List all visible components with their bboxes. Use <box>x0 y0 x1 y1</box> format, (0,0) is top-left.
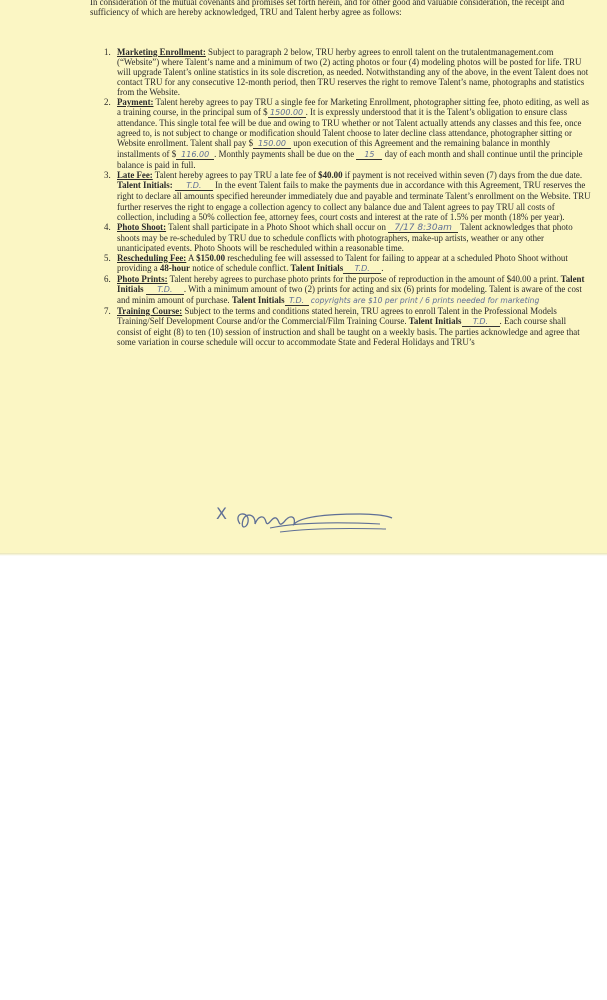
clause-heading: Training Course: <box>117 305 183 316</box>
clause-text: In the event Talent fails to make the payments due in accordance with this Agreement, TRU reserves the right to declare all amounts specified hereunder immediately due and payable and terminate Talent’s enrollment on the Website. TRU further reserves the right to engage a collection agency to collect any balance due and Talent agrees to pay TRU all costs of collection, including a 50% collection fee, attorney fees, court costs and interest at the rate of 1.5% per month (18% per year). <box>117 180 591 222</box>
clause-text: . With a minimum amount of two (2) prints for acting and six (6) prints for modeling. Talent is aware of the cost and minim amount of purchase. <box>117 283 582 305</box>
down-payment-field: 150.00 <box>253 140 291 149</box>
clause-heading: Rescheduling Fee: <box>117 252 187 263</box>
clause-text: Talent hereby agrees to pay TRU a late fee of <box>152 170 319 181</box>
clause-text: Talent acknowledges that photo shoots may be re-scheduled by TRU due to schedule conflicts with photographers, make-up artists, weather or any other unanticipated events. Photo Shoots will be rescheduled within a reasonable time. <box>117 221 573 253</box>
clause-photo-prints <box>0 274 607 306</box>
photo-shoot-date-field: 7/17 8:30am <box>388 224 458 233</box>
handwritten-note: copyrights are $10 per print / 6 prints needed for marketing <box>310 295 540 305</box>
clause-text: Subject to paragraph 2 below, TRU herby agrees to enroll talent on the trutalentmanagement.com (“Website”) where Talent’s name and a minimum of two (2) acting photos or four (4) modeling photos will be posted for life. TRU will upgrade Talent’s online statistics in its sole discretion, as needed. Notwithstanding any of the above, in the event Talent does not contact TRU for any consecutive 12-month period, then TRU reserves the right to remove Talent’s name, photographs and statistics from the Website. <box>117 47 589 98</box>
clause-late-fee <box>0 170 607 221</box>
handwritten-signature <box>210 500 400 540</box>
signature-scribble <box>210 500 400 540</box>
clause-text: . <box>381 262 384 273</box>
clause-heading: Payment: <box>117 97 154 108</box>
initials-label: Talent Initials: <box>117 180 173 191</box>
initials-label: Talent Initials <box>408 315 462 326</box>
clause-number: 5. <box>104 252 111 263</box>
due-day-field: 15 <box>356 151 382 160</box>
clause-text: if payment is not received within seven (7) days from the due date. <box>342 170 583 181</box>
clause-text: Talent shall participate in a Photo Shoot which shall occur on <box>166 221 389 232</box>
clause-heading: Photo Shoot: <box>117 221 167 232</box>
talent-initials-field: T.D. <box>146 286 184 295</box>
signature-x-mark: X <box>216 504 227 523</box>
clause-training-course <box>0 306 607 347</box>
notice-period: 48-hour <box>159 262 190 273</box>
clause-text: . It is expressly understood that it is the Talent’s obligation to ensure class attendance. This single total fee will be due and owing to TRU whether or not Talent actually attends any classes and this fee, once agreed to, is not subject to change or modification should Talent choose to later decline class attendance, photographer sitting or Website enrollment. Talent shall pay $ <box>117 107 582 149</box>
clause-number: 1. <box>104 47 111 57</box>
principal-sum-field: 1500.00 <box>268 109 306 118</box>
intro-paragraph: In consideration of the mutual covenants and promises set forth herein, and for other good and valuable consideration, the receipt and sufficiency of which are hereby acknowledged, TRU and Talent herby agree as follows: <box>90 0 565 18</box>
clause-number: 7. <box>104 305 111 316</box>
clause-heading: Photo Prints: <box>117 273 168 284</box>
clause-text: day of each month and shall continue until the principle balance is paid in full. <box>117 149 583 171</box>
clause-text: . Each course shall consist of eight (8) to ten (10) session of instruction and shall be taught on a weekly basis. The parties acknowledge and agree that some variation in course schedule will occur to accommodate State and Federal Holidays and TRU’s <box>117 315 580 347</box>
clause-text: Talent hereby agrees to purchase photo prints for the purpose of reproduction in the amount of $40.00 a print. <box>167 273 561 284</box>
clause-text: . Monthly payments shall be due on the <box>214 149 357 160</box>
talent-initials-field: T.D. <box>343 265 381 274</box>
initials-label: Talent Initials <box>117 273 585 294</box>
installment-field: 116.00 <box>176 151 214 160</box>
clause-text: A <box>186 252 197 263</box>
clause-text: notice of schedule conflict. <box>189 262 291 273</box>
clause-text: upon execution of this Agreement and the remaining balance in monthly installments of $ <box>117 138 551 160</box>
initials-label: Talent Initials <box>231 294 285 305</box>
clause-number: 2. <box>104 97 111 108</box>
clause-list <box>0 39 607 347</box>
clause-photo-shoot <box>0 222 607 253</box>
clause-number: 6. <box>104 273 111 284</box>
clause-number: 4. <box>104 221 111 232</box>
clause-text: Subject to the terms and conditions stated herein, TRU agrees to enroll Talent in the Professional Models Training/Self Development Course and/or the Commercial/Film Training Course. <box>117 305 557 326</box>
initials-label: Talent Initials <box>290 262 344 273</box>
talent-initials-field: T.D. <box>175 182 213 191</box>
clause-number: 3. <box>104 170 111 181</box>
page-edge <box>0 553 607 556</box>
clause-rescheduling-fee <box>0 253 607 274</box>
clause-heading: Marketing Enrollment: <box>117 47 206 57</box>
late-fee-amount: $40.00 <box>318 170 343 181</box>
clause-text: rescheduling fee will assessed to Talent for failing to appear at a scheduled Photo Shoot without providing a <box>117 252 568 273</box>
clause-heading: Late Fee: <box>117 170 153 181</box>
clause-payment <box>0 97 607 170</box>
talent-initials-field: T.D. <box>462 318 500 327</box>
clause-text: Talent hereby agrees to pay TRU a single fee for Marketing Enrollment, photographer sitting fee, photo editing, as well as a training course, in the principal sum of $ <box>117 97 590 118</box>
clause-marketing-enrollment <box>0 47 607 97</box>
rescheduling-fee-amount: $150.00 <box>196 252 225 263</box>
talent-initials-field: T.D. <box>285 297 309 306</box>
